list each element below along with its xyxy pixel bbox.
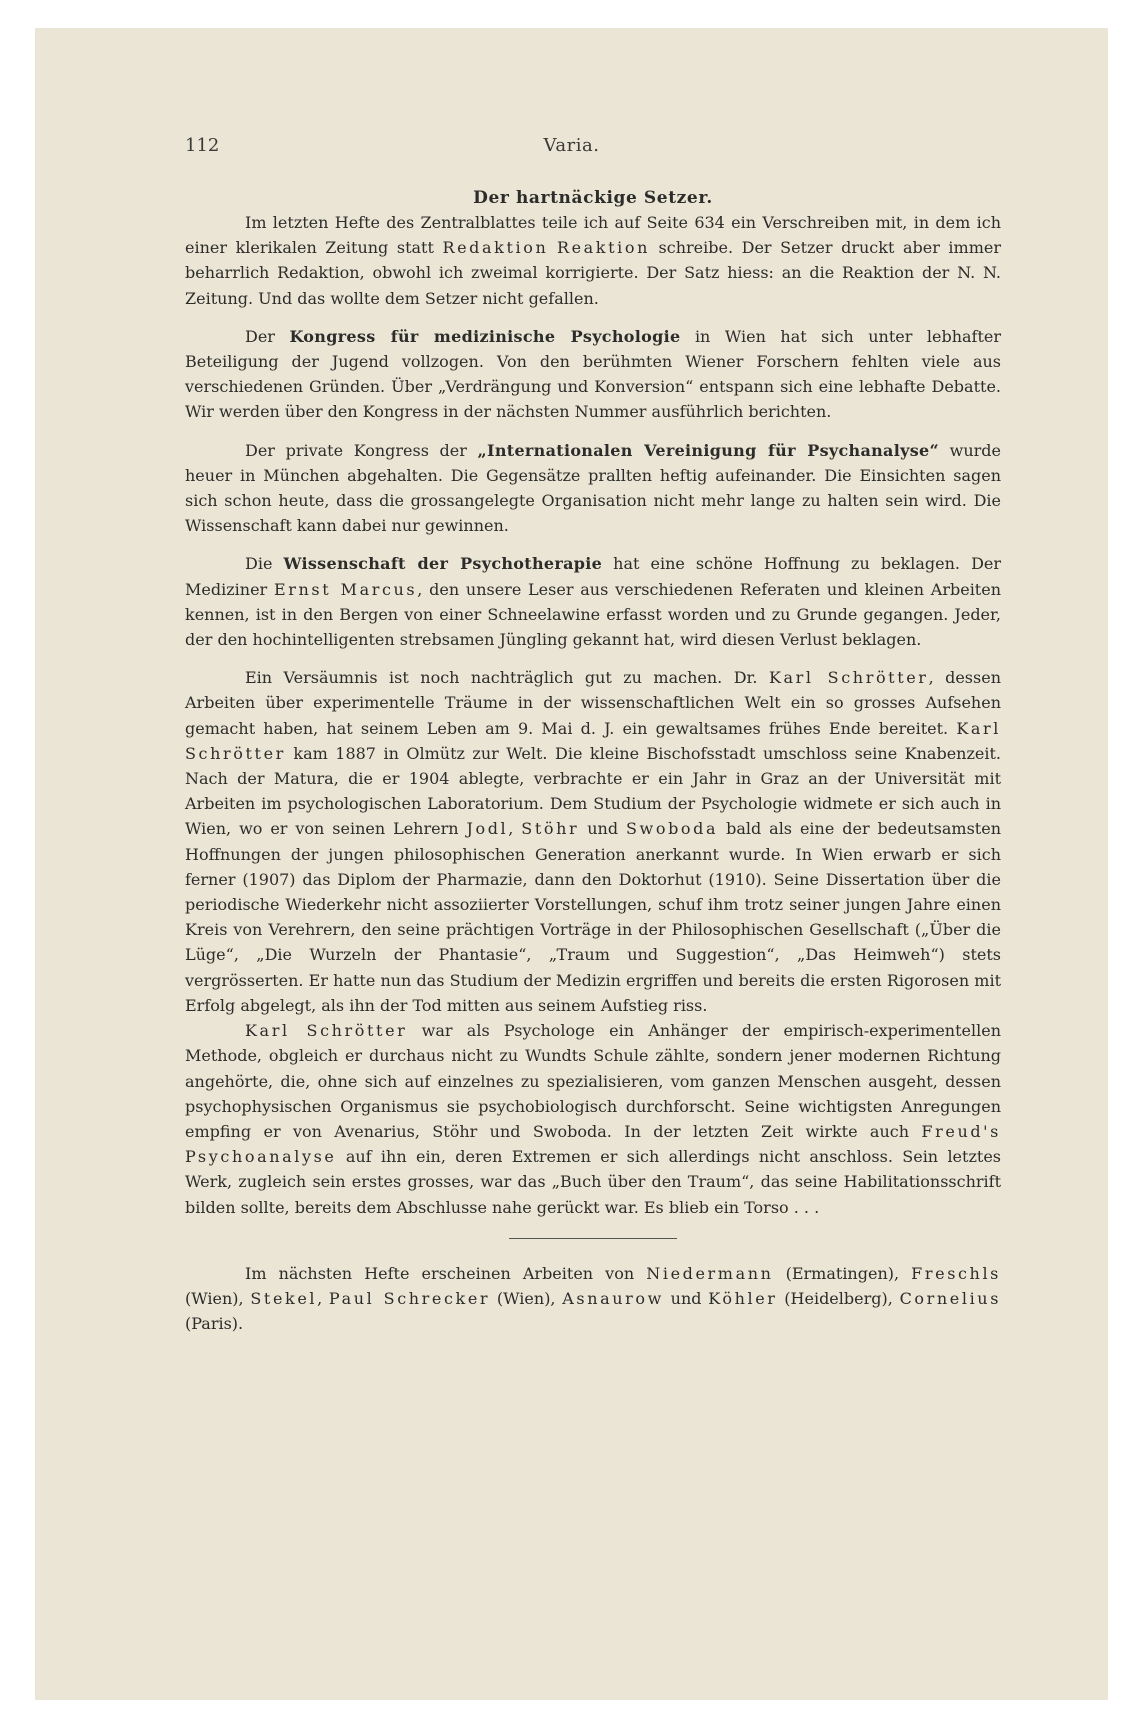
separator-rule bbox=[509, 1238, 677, 1239]
section-title: Der hartnäckige Setzer. bbox=[473, 188, 713, 208]
spaced-word: Reaktion bbox=[556, 238, 650, 258]
paragraph-vereinigung: Der private Kongress der „Internationalen Vereinigung für Psychanalyse“ wurde heuer in München abgehalten. Die Gegensätze prallten heftig aufeinander. Die Einsichten sagen sich schon heute, dass die grossangelegte Organisation nicht mehr lange zu halten sein wird. Die Wissenschaft kann dabei nur gewinnen. bbox=[185, 440, 1001, 536]
page-number: 112 bbox=[185, 135, 220, 156]
paragraph-schroetter: Ein Versäumnis ist noch nachträglich gut zu machen. Dr. Karl Schrötter, dessen Arbeiten über experimentelle Träume in der wissenschaftlichen Welt ein so grosses Aufsehen gemacht haben, hat seinem Leben am 9. Mai d. J. ein gewaltsames frühes Ende bereitet. Karl Schrötter kam 1887 in Olmütz zur Welt. Die kleine Bischofsstadt umschloss seine Knabenzeit. Nach der Matura, die er 1904 ablegte, verbrachte er ein Jahr in Graz an der Universität mit Arbeiten im psychologischen Laboratorium. Dem Studium der Psychologie widmete er sich auch in Wien, wo er von seinen Lehrern Jodl, Stöhr und Swoboda bald als eine der bedeutsamsten Hoffnungen der jungen philosophischen Generation anerkannt wurde. In Wien erwarb er sich ferner (1907) das Diplom der Pharmazie, dann den Doktorhut (1910). Seine Dissertation über die periodische Wiederkehr nicht assoziierter Vorstellungen, schuf ihm trotz seiner jungen Jahre einen Kreis von Verehrern, den seine prächtigen Vorträge in der Philosophischen Gesellschaft („Über die Lüge“, „Die Wurzeln der Phantasie“, „Traum und Suggestion“, „Das Heimweh“) stets vergrösserten. Er hatte nun das Studium der Medizin ergriffen und bereits die ersten Rigorosen mit Erfolg abgelegt, als ihn der Tod mitten aus seinem Aufstieg riss. bbox=[185, 668, 1002, 1015]
paragraph-schroetter-method: Karl Schrötter war als Psychologe ein Anhänger der empirisch-experimentellen Methode, obgleich er durchaus nicht zu Wundts Schule zählte, sondern jener modernen Richtung angehörte, die, ohne sich auf einzelnes zu spezialisieren, vom ganzen Menschen ausgeht, dessen psychophysischen Organismus sie psychobiologisch durchforscht. Seine wichtigsten Anregungen empfing er von Avenarius, Stöhr und Swoboda. In der letzten Zeit wirkte auch Freud's Psychoanalyse auf ihn ein, deren Extremen er sich allerdings nicht anschloss. Sein letztes Werk, zugleich sein erstes grosses, war das „Buch über den Traum“, das seine Habilitationsschrift bilden sollte, bereits dem Abschlusse nahe gerückt war. Es blieb ein Torso . . . bbox=[185, 1021, 1001, 1217]
emphasis: Wissenschaft der Psychotherapie bbox=[283, 554, 603, 574]
spaced-name: Stekel bbox=[250, 1288, 318, 1308]
emphasis: „Internationalen Vereinigung für Psychanalyse“ bbox=[477, 440, 939, 460]
spaced-name: Köhler bbox=[708, 1288, 778, 1308]
spaced-name: Freschls bbox=[911, 1263, 1001, 1283]
spaced-name: Asnaurow bbox=[562, 1288, 664, 1308]
spaced-name: Niedermann bbox=[646, 1263, 774, 1283]
paragraph-kongress: Der Kongress für medizinische Psychologie in Wien hat sich unter lebhafter Beteiligung der Jugend vollzogen. Von den berühmten Wiener Forschern fehlten viele aus verschiedenen Gründen. Über „Verdrängung und Konversion“ entspann sich eine lebhafte Debatte. Wir werden über den Kongress in der nächsten Nummer ausführlich berichten. bbox=[185, 326, 1001, 422]
running-head: Varia. bbox=[543, 135, 600, 156]
paragraph-setzer: Im letzten Hefte des Zentralblattes teile ich auf Seite 634 ein Verschreiben mit, in dem ich einer klerikalen Zeitung statt Redaktion Reaktion schreibe. Der Setzer druckt aber immer beharrlich Redaktion, obwohl ich zweimal korrigierte. Der Satz hiess: an die Reaktion der N. N. Zeitung. Und das wollte dem Setzer nicht gefallen. bbox=[185, 213, 1001, 308]
spaced-name: Karl Schrötter bbox=[768, 668, 929, 688]
spaced-name: Ernst Marcus bbox=[273, 579, 418, 599]
spaced-name: Jodl bbox=[466, 819, 509, 839]
article-body bbox=[185, 186, 1001, 1336]
spaced-name: Swoboda bbox=[626, 819, 719, 839]
spaced-name: Karl Schrötter bbox=[245, 1021, 408, 1041]
spaced-name: Karl Schrötter bbox=[185, 718, 1001, 763]
paragraph-psychotherapie: Die Wissenschaft der Psychotherapie hat eine schöne Hoffnung zu beklagen. Der Mediziner Ernst Marcus, den unsere Leser aus verschiedenen Referaten und kleinen Arbeiten kennen, ist in den Bergen von einer Schneelawine erfasst worden und zu Grunde gegangen. Jeder, der den hochintelligenten strebsamen Jüngling gekannt hat, wird diesen Verlust beklagen. bbox=[185, 554, 1002, 650]
emphasis: Kongress für medizinische Psychologie bbox=[289, 326, 681, 346]
spaced-name: Paul Schrecker bbox=[328, 1288, 491, 1308]
spaced-name: Stöhr bbox=[521, 819, 580, 839]
spaced-name: Freud's Psychoanalyse bbox=[185, 1121, 1001, 1167]
spaced-name: Cornelius bbox=[899, 1288, 1002, 1308]
paragraph-next-issue: Im nächsten Hefte erscheinen Arbeiten von Niedermann (Ermatingen), Freschls (Wien), Stekel, Paul Schrecker (Wien), Asnaurow und Köhler (Heidelberg), Cornelius (Paris). bbox=[185, 1263, 1002, 1334]
spaced-word: Redaktion bbox=[442, 238, 549, 258]
